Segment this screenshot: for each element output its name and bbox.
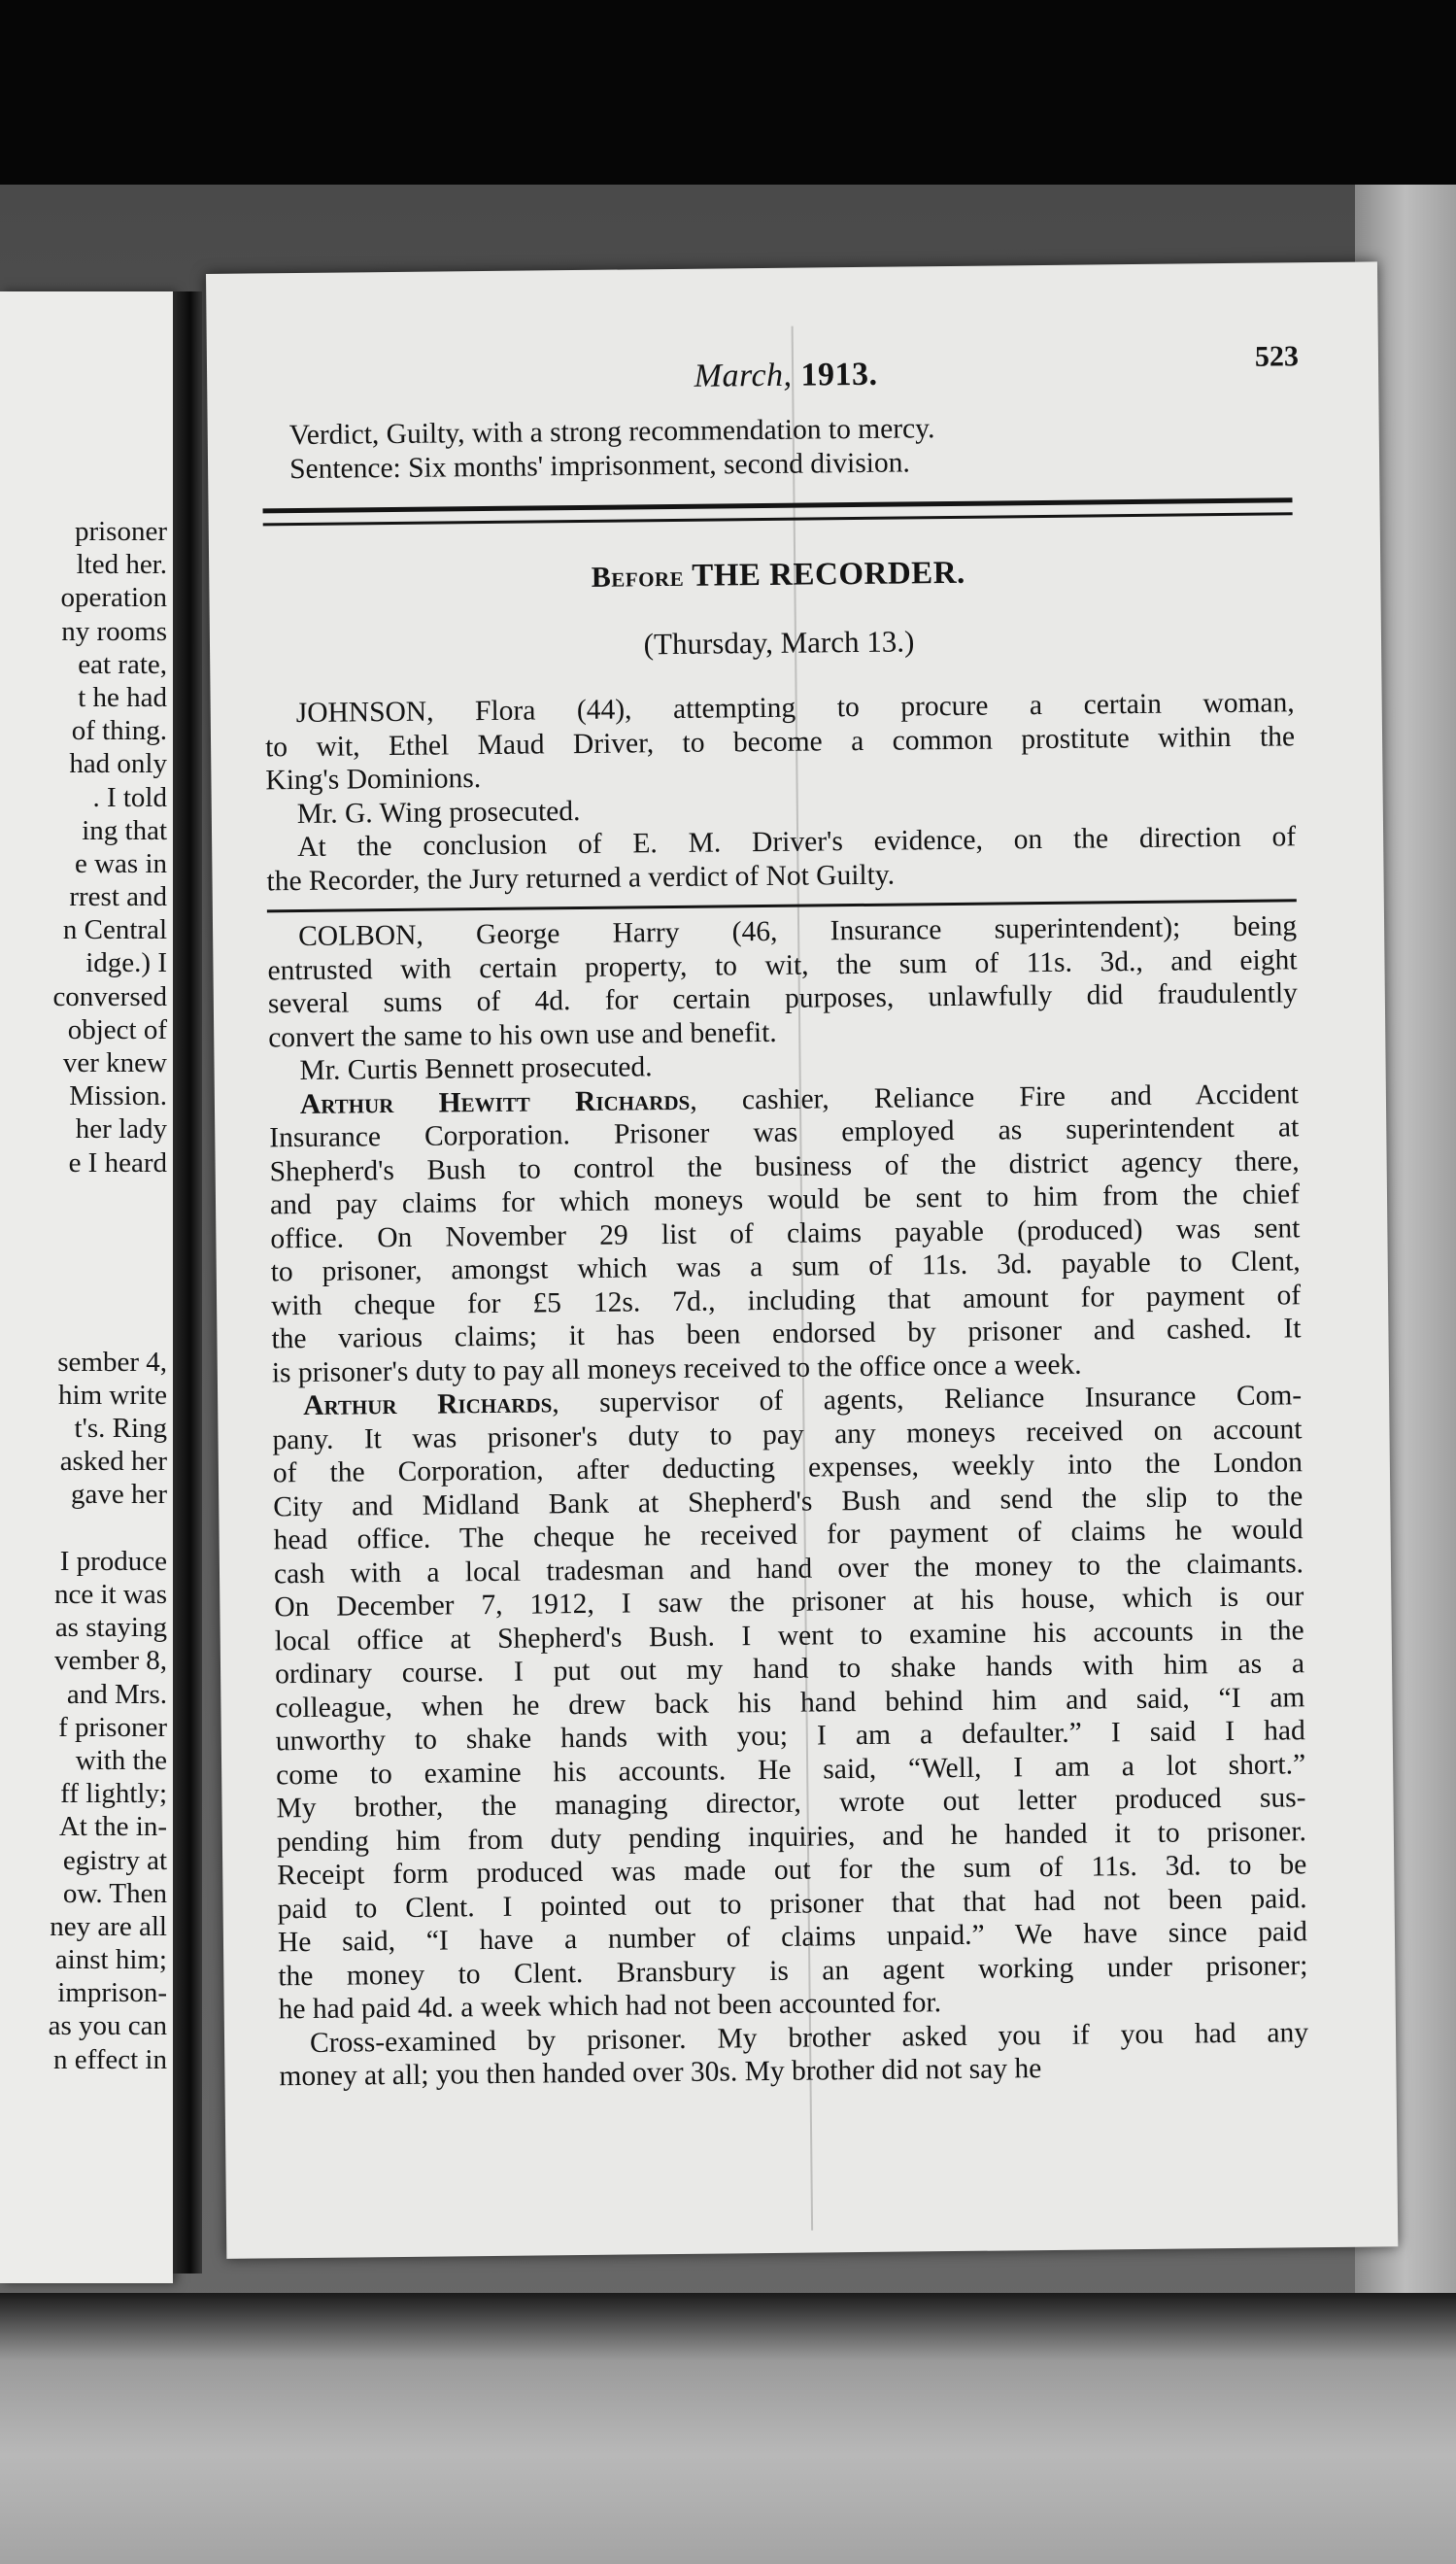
case-johnson-line: JOHNSON, Flora (44), attempting to procure a certain woman,	[295, 687, 1295, 730]
left-page-line: her lady	[75, 1113, 167, 1145]
case-colbon-line: ordinary course. I put out my hand to shake hands with him as a	[274, 1648, 1305, 1691]
left-page-line: At the in-	[58, 1811, 167, 1843]
left-page-line: rrest and	[69, 881, 167, 913]
case-colbon-line: come to examine his accounts. He said, “Well, I am a lot short.”	[276, 1748, 1306, 1791]
case-johnson-line: At the conclusion of E. M. Driver's evidence, on the direction of	[297, 821, 1297, 864]
left-page-line	[0, 1279, 167, 1312]
page-523	[206, 261, 1398, 2259]
case-colbon-line: of the Corporation, after deducting expenses, weekly into the London	[272, 1447, 1304, 1489]
case-colbon-line: convert the same to his own use and benefit.	[268, 1016, 777, 1053]
section-title	[263, 552, 1293, 598]
case-colbon-line: several sums of 4d. for certain purposes, unlawfully did fraudulently	[267, 977, 1298, 1020]
left-page	[0, 291, 173, 2283]
case-colbon-line: pending him from duty pending inquiries, and he handed it to prisoner.	[276, 1815, 1307, 1858]
left-page-line: ainst him;	[54, 1944, 167, 1976]
left-page-line: t he had	[78, 681, 167, 713]
left-page-line: gave her	[70, 1479, 167, 1511]
case-colbon-line: On December 7, 1912, I saw the prisoner at his house, which is our	[274, 1581, 1304, 1624]
left-page-line: nce it was	[54, 1579, 167, 1610]
case-colbon-line: paid to Clent. I pointed out to prisoner that that had not been paid.	[277, 1882, 1307, 1925]
left-page-line: ow. Then	[62, 1877, 167, 1909]
left-page-line: egistry at	[62, 1844, 167, 1876]
case-colbon-line: head office. The cheque he received for payment of claims he would	[273, 1514, 1304, 1556]
left-page-line	[0, 1179, 167, 1213]
left-page-line: him write	[58, 1379, 167, 1411]
left-page-line: and Mrs.	[66, 1678, 167, 1710]
left-page-line: . I told	[92, 781, 167, 813]
section-before: Before	[591, 560, 685, 594]
left-page-line: with the	[75, 1744, 167, 1776]
running-head-month: March,	[694, 357, 793, 394]
case-colbon-line: Arthur Hewitt Richards, cashier, Reliance Fire and Accident	[299, 1077, 1300, 1120]
left-page-line: vember 8,	[54, 1645, 167, 1677]
witness-name: Arthur Richards	[303, 1387, 553, 1422]
left-page-line: imprison-	[57, 1977, 167, 2009]
left-page-line: t's. Ring	[74, 1413, 167, 1445]
case-colbon-line: Arthur Richards, supervisor of agents, Reliance Insurance Com-	[303, 1380, 1303, 1422]
left-page-line: as staying	[54, 1612, 167, 1644]
case-colbon-line: cash with a local tradesman and hand over the money to the claimants.	[273, 1547, 1304, 1590]
case-colbon-line: the various claims; it has been endorsed by prisoner and cashed. It	[271, 1313, 1302, 1355]
double-rule	[263, 497, 1293, 526]
case-colbon-line: City and Midland Bank at Shepherd's Bush and send the slip to the	[273, 1480, 1304, 1522]
session-date: (Thursday, March 13.)	[643, 624, 915, 662]
left-page-line: sember 4,	[57, 1346, 167, 1378]
left-page-text	[0, 515, 167, 2076]
case-colbon-line: unworthy to shake hands with you; I am a defaulter.” I said I had	[275, 1715, 1305, 1758]
case-colbon-line: He said, “I have a number of claims unpaid.” We have since paid	[277, 1916, 1308, 1959]
left-page-line: of thing.	[71, 715, 167, 747]
left-page-line: Mission.	[69, 1080, 167, 1112]
section-recorder: THE RECORDER.	[692, 555, 965, 594]
left-page-line: e was in	[74, 847, 167, 879]
left-page-line: f prisoner	[58, 1711, 167, 1743]
left-page-line: ver knew	[62, 1047, 167, 1078]
case-colbon-line: Cross-examined by prisoner. My brother asked you if you had any	[309, 2016, 1309, 2059]
left-page-line: as you can	[48, 2010, 167, 2042]
case-johnson-line: King's Dominions.	[265, 763, 482, 797]
left-page-line: e I heard	[68, 1146, 167, 1179]
left-page-line: n effect in	[52, 2043, 167, 2075]
case-colbon-line: is prisoner's duty to pay all moneys received to the office once a week.	[271, 1349, 1082, 1388]
left-page-line: ney are all	[50, 1910, 167, 1942]
sentence-line: Sentence: Six months' imprisonment, second division.	[288, 446, 910, 485]
verdict-line: Verdict, Guilty, with a strong recommendation to mercy.	[288, 413, 935, 452]
page-number: 523	[1254, 340, 1300, 373]
case-colbon-line: colleague, when he drew back his hand behind him and said, “I am	[275, 1681, 1305, 1724]
case-colbon-line: with cheque for £5 12s. 7d., including that amount for payment of	[270, 1279, 1302, 1321]
case-colbon-line: he had paid 4d. a week which had not been accounted for.	[278, 1987, 942, 2026]
case-colbon-line: and pay claims for which moneys would be sent to him from the chief	[269, 1179, 1301, 1221]
page-content	[260, 262, 1330, 2258]
left-page-line	[0, 1213, 167, 1246]
case-colbon-line: local office at Shepherd's Bush. I went to examine his accounts in the	[274, 1614, 1304, 1657]
left-page-line: ny rooms	[61, 615, 167, 647]
case-colbon-line: Insurance Corporation. Prisoner was employed as superintendent at	[269, 1111, 1300, 1154]
case-colbon-line: COLBON, George Harry (46, Insurance superintendent); being	[297, 910, 1298, 953]
case-colbon-line: to prisoner, amongst which was a sum of 11s. 3d. payable to Clent,	[270, 1246, 1301, 1288]
case-johnson	[265, 686, 1297, 898]
case-johnson-line: to wit, Ethel Maud Driver, to become a common prostitute within the	[264, 720, 1296, 763]
left-page-line: asked her	[59, 1446, 167, 1478]
running-head	[261, 352, 1310, 399]
case-johnson-line: Mr. G. Wing prosecuted.	[296, 795, 581, 830]
case-colbon-line: Mr. Curtis Bennett prosecuted.	[299, 1051, 653, 1087]
left-page-line: ff lightly;	[60, 1778, 167, 1810]
running-head-year: 1913.	[800, 356, 878, 393]
left-page-line: had only	[69, 748, 167, 780]
case-colbon-line: My brother, the managing director, wrote out letter produced sus-	[276, 1782, 1306, 1825]
case-colbon-line: the money to Clent. Bransbury is an agent working under prisoner;	[278, 1949, 1308, 1992]
case-colbon-line: pany. It was prisoner's duty to pay any moneys received on account	[272, 1413, 1303, 1455]
left-page-line: n Central	[62, 914, 167, 946]
left-page-line: conversed	[52, 980, 167, 1012]
case-colbon	[267, 909, 1309, 2094]
case-colbon-line: Shepherd's Bush to control the business of the district agency there,	[269, 1145, 1300, 1187]
left-page-line: operation	[60, 582, 167, 614]
bottom-surface	[0, 2293, 1456, 2564]
case-colbon-line: money at all; you then handed over 30s. My brother did not say he	[279, 2053, 1042, 2093]
left-page-line	[0, 1512, 167, 1545]
left-page-line: idge.) I	[85, 947, 167, 979]
left-page-line: lted her.	[76, 549, 167, 581]
witness-name: Arthur Hewitt Richards	[299, 1084, 691, 1120]
case-colbon-line: Receipt form produced was made out for the sum of 11s. 3d. to be	[277, 1849, 1307, 1892]
left-page-line: object of	[67, 1013, 167, 1045]
book-gutter	[173, 291, 202, 2273]
left-page-line: ing that	[82, 814, 167, 846]
case-colbon-line: office. On November 29 list of claims payable (produced) was sent	[270, 1212, 1301, 1254]
left-page-line: I produce	[59, 1545, 167, 1577]
left-page-line	[0, 1313, 167, 1346]
left-page-line	[0, 1246, 167, 1279]
left-page-line: eat rate,	[78, 648, 167, 680]
left-page-line: prisoner	[74, 516, 167, 547]
verdict-block	[289, 408, 1291, 486]
case-colbon-line: entrusted with certain property, to wit, the sum of 11s. 3d., and eight	[267, 943, 1298, 986]
case-johnson-line: the Recorder, the Jury returned a verdict of Not Guilty.	[266, 859, 896, 897]
